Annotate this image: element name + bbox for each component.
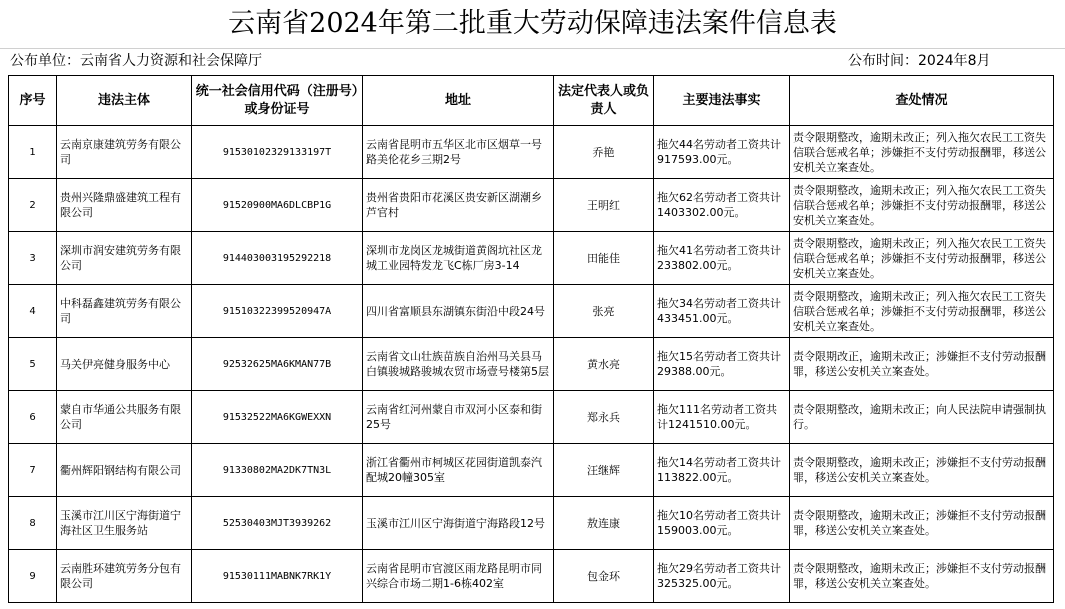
cell-rep: 张亮 bbox=[554, 285, 654, 338]
cell-result: 责令限期整改，逾期未改正；向人民法院申请强制执行。 bbox=[790, 391, 1054, 444]
table-header-row bbox=[9, 76, 1054, 126]
header-code: 统一社会信用代码（注册号）或身份证号 bbox=[192, 76, 363, 126]
cell-seq: 3 bbox=[9, 232, 57, 285]
cell-facts: 拖欠111名劳动者工资共计1241510.00元。 bbox=[654, 391, 790, 444]
cell-address: 云南省昆明市五华区北市区烟草一号路美伦花乡三期2号 bbox=[363, 126, 554, 179]
cell-address: 玉溪市江川区宁海街道宁海路段12号 bbox=[363, 497, 554, 550]
cell-result: 责令限期改正，逾期未改正；涉嫌拒不支付劳动报酬罪，移送公安机关立案查处。 bbox=[790, 338, 1054, 391]
cell-subject: 蒙自市华通公共服务有限公司 bbox=[57, 391, 192, 444]
cell-result: 责令限期整改，逾期未改正；涉嫌拒不支付劳动报酬罪，移送公安机关立案查处。 bbox=[790, 550, 1054, 603]
cell-seq: 2 bbox=[9, 179, 57, 232]
table-row bbox=[9, 391, 1054, 444]
cell-code: 91520900MA6DLCBP1G bbox=[192, 179, 363, 232]
table-row bbox=[9, 444, 1054, 497]
cell-address: 浙江省衢州市柯城区花园街道凯泰汽配城20幢305室 bbox=[363, 444, 554, 497]
cell-facts: 拖欠10名劳动者工资共计159003.00元。 bbox=[654, 497, 790, 550]
publish-time-label: 公布时间：2024年8月 bbox=[848, 53, 991, 69]
header-rep: 法定代表人或负责人 bbox=[554, 76, 654, 126]
cell-facts: 拖欠14名劳动者工资共计113822.00元。 bbox=[654, 444, 790, 497]
cell-result: 责令限期整改，逾期未改正；列入拖欠农民工工资失信联合惩戒名单；涉嫌拒不支付劳动报酬罪，移送公安机关立案查处。 bbox=[790, 126, 1054, 179]
header-seq: 序号 bbox=[9, 76, 57, 126]
cell-code: 52530403MJT3939262 bbox=[192, 497, 363, 550]
cell-seq: 6 bbox=[9, 391, 57, 444]
cell-address: 贵州省贵阳市花溪区贵安新区湖潮乡芦官村 bbox=[363, 179, 554, 232]
cell-result: 责令限期整改，逾期未改正；涉嫌拒不支付劳动报酬罪，移送公安机关立案查处。 bbox=[790, 444, 1054, 497]
cell-address: 深圳市龙岗区龙城街道黄阁坑社区龙城工业园特发龙飞C栋厂房3-14 bbox=[363, 232, 554, 285]
cell-subject: 马关伊亮健身服务中心 bbox=[57, 338, 192, 391]
cell-rep: 郑永兵 bbox=[554, 391, 654, 444]
header-subject: 违法主体 bbox=[57, 76, 192, 126]
cell-result: 责令限期整改，逾期未改正；列入拖欠农民工工资失信联合惩戒名单；涉嫌拒不支付劳动报酬罪，移送公安机关立案查处。 bbox=[790, 232, 1054, 285]
cell-code: 91530111MABNK7RK1Y bbox=[192, 550, 363, 603]
header-facts: 主要违法事实 bbox=[654, 76, 790, 126]
table-row bbox=[9, 550, 1054, 603]
table-row bbox=[9, 338, 1054, 391]
cell-rep: 黄水亮 bbox=[554, 338, 654, 391]
table-row bbox=[9, 285, 1054, 338]
publisher-label: 公布单位：云南省人力资源和社会保障厅 bbox=[10, 53, 262, 69]
cell-subject: 贵州兴隆鼎盛建筑工程有限公司 bbox=[57, 179, 192, 232]
cell-code: 91530102329133197T bbox=[192, 126, 363, 179]
cell-seq: 8 bbox=[9, 497, 57, 550]
table-row bbox=[9, 232, 1054, 285]
cell-address: 云南省文山壮族苗族自治州马关县马白镇骏城路骏城农贸市场壹号楼第5层 bbox=[363, 338, 554, 391]
case-table bbox=[8, 75, 1054, 603]
cell-facts: 拖欠41名劳动者工资共计233802.00元。 bbox=[654, 232, 790, 285]
cell-code: 914403003195292218 bbox=[192, 232, 363, 285]
cell-facts: 拖欠44名劳动者工资共计917593.00元。 bbox=[654, 126, 790, 179]
cell-rep: 包金环 bbox=[554, 550, 654, 603]
cell-seq: 5 bbox=[9, 338, 57, 391]
cell-seq: 7 bbox=[9, 444, 57, 497]
cell-result: 责令限期整改，逾期未改正；列入拖欠农民工工资失信联合惩戒名单；涉嫌拒不支付劳动报酬罪，移送公安机关立案查处。 bbox=[790, 285, 1054, 338]
document-title: 云南省2024年第二批重大劳动保障违法案件信息表 bbox=[0, 0, 1065, 49]
cell-subject: 中科磊鑫建筑劳务有限公司 bbox=[57, 285, 192, 338]
cell-code: 91532522MA6KGWEXXN bbox=[192, 391, 363, 444]
cell-seq: 4 bbox=[9, 285, 57, 338]
cell-subject: 云南京康建筑劳务有限公司 bbox=[57, 126, 192, 179]
cell-result: 责令限期整改，逾期未改正；列入拖欠农民工工资失信联合惩戒名单；涉嫌拒不支付劳动报酬罪，移送公安机关立案查处。 bbox=[790, 179, 1054, 232]
table-row bbox=[9, 497, 1054, 550]
cell-code: 92532625MA6KMAN77B bbox=[192, 338, 363, 391]
header-address: 地址 bbox=[363, 76, 554, 126]
cell-result: 责令限期整改，逾期未改正；涉嫌拒不支付劳动报酬罪，移送公安机关立案查处。 bbox=[790, 497, 1054, 550]
cell-rep: 乔艳 bbox=[554, 126, 654, 179]
cell-subject: 深圳市润安建筑劳务有限公司 bbox=[57, 232, 192, 285]
cell-subject: 云南胜环建筑劳务分包有限公司 bbox=[57, 550, 192, 603]
cell-address: 云南省红河州蒙自市双河小区泰和街25号 bbox=[363, 391, 554, 444]
document-meta bbox=[0, 48, 1065, 74]
cell-rep: 王明红 bbox=[554, 179, 654, 232]
cell-facts: 拖欠62名劳动者工资共计1403302.00元。 bbox=[654, 179, 790, 232]
header-result: 查处情况 bbox=[790, 76, 1054, 126]
cell-rep: 敖连康 bbox=[554, 497, 654, 550]
cell-rep: 汪继辉 bbox=[554, 444, 654, 497]
cell-facts: 拖欠15名劳动者工资共计29388.00元。 bbox=[654, 338, 790, 391]
cell-facts: 拖欠34名劳动者工资共计433451.00元。 bbox=[654, 285, 790, 338]
cell-rep: 田能佳 bbox=[554, 232, 654, 285]
cell-facts: 拖欠29名劳动者工资共计325325.00元。 bbox=[654, 550, 790, 603]
table-row bbox=[9, 126, 1054, 179]
table-row bbox=[9, 179, 1054, 232]
cell-seq: 9 bbox=[9, 550, 57, 603]
cell-subject: 玉溪市江川区宁海街道宁海社区卫生服务站 bbox=[57, 497, 192, 550]
cell-code: 91510322399520947A bbox=[192, 285, 363, 338]
cell-address: 四川省富顺县东湖镇东街沿中段24号 bbox=[363, 285, 554, 338]
cell-subject: 衢州辉阳钢结构有限公司 bbox=[57, 444, 192, 497]
cell-seq: 1 bbox=[9, 126, 57, 179]
cell-address: 云南省昆明市官渡区雨龙路昆明市同兴综合市场二期1-6栋402室 bbox=[363, 550, 554, 603]
cell-code: 91330802MA2DK7TN3L bbox=[192, 444, 363, 497]
